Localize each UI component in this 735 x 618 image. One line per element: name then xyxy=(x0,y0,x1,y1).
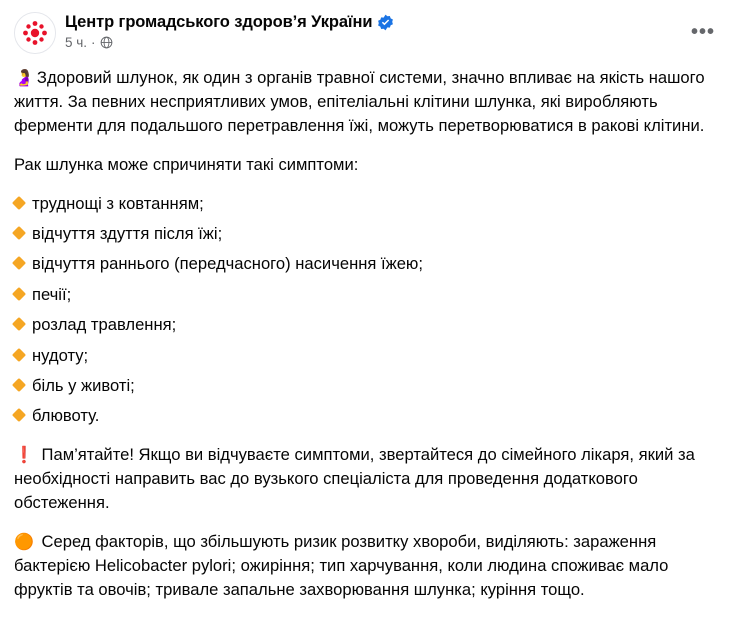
diamond-bullet-icon xyxy=(14,408,24,423)
paragraph-warning-text: Пам’ятайте! Якщо ви відчуваєте симптоми, звертайтеся до сімейного лікаря, який за необхідності направить вас до вузького спеціаліста для проведення додаткового обстеження. xyxy=(14,445,695,513)
author-row xyxy=(65,13,394,31)
pregnant-emoji-icon: 🤰 xyxy=(14,70,34,87)
list-item-label: нудоту; xyxy=(32,345,89,365)
list-item-label: відчуття раннього (передчасного) насичення їжею; xyxy=(32,254,423,274)
symptoms-list xyxy=(14,192,721,429)
page-name[interactable]: Центр громадського здоров’я України xyxy=(65,13,373,31)
orange-circle-emoji-icon: 🟠 xyxy=(14,534,34,552)
list-item-label: печії; xyxy=(32,284,72,304)
diamond-bullet-icon xyxy=(14,378,24,393)
list-item-label: відчуття здуття після їжі; xyxy=(32,224,223,244)
diamond-bullet-icon xyxy=(14,348,24,363)
list-item xyxy=(14,192,721,216)
paragraph-intro xyxy=(14,66,721,138)
diamond-bullet-icon xyxy=(14,256,24,271)
avatar[interactable] xyxy=(14,12,56,54)
post-header-text xyxy=(65,12,394,50)
list-item xyxy=(14,252,721,276)
diamond-bullet-icon xyxy=(14,226,24,241)
exclamation-emoji-icon: ❗ xyxy=(14,447,34,465)
post-header xyxy=(14,10,721,60)
post-meta xyxy=(65,35,394,50)
diamond-bullet-icon xyxy=(14,317,24,332)
diamond-bullet-icon xyxy=(14,287,24,302)
list-item-label: труднощі з ковтанням; xyxy=(32,193,204,213)
paragraph-warning xyxy=(14,443,721,515)
list-item-label: розлад травлення; xyxy=(32,315,177,335)
paragraph-risk-factors xyxy=(14,530,721,602)
list-item xyxy=(14,374,721,398)
paragraph-symptoms-lead: Рак шлунка може спричиняти такі симптоми: xyxy=(14,154,359,174)
globe-icon[interactable] xyxy=(100,36,113,49)
list-item xyxy=(14,283,721,307)
post-content xyxy=(14,60,721,602)
paragraph-risk-factors-text: Серед факторів, що збільшують ризик розвитку хвороби, виділяють: зараження бактерією Helicobacter pylori; ожиріння; тип харчування, коли людина споживає мало фруктів та овочів; тривале запальне захворювання шлунка; куріння тощо. xyxy=(14,532,669,600)
list-item xyxy=(14,313,721,337)
meta-separator: · xyxy=(91,35,96,51)
list-item-label: біль у животі; xyxy=(32,376,135,396)
list-item xyxy=(14,344,721,368)
post-more-options-button[interactable]: ••• xyxy=(690,21,715,43)
list-item-label: блювоту. xyxy=(32,406,100,426)
post-timestamp[interactable]: 5 ч. xyxy=(65,35,88,51)
verified-badge-icon xyxy=(377,14,394,31)
paragraph-intro-text: Здоровий шлунок, як один з органів травної системи, значно впливає на якість нашого життя. За певних несприятливих умов, епітеліальні клітини шлунка, які виробляють ферменти для подальшого перетравлення їжі, можуть перетворюватися в ракові клітини. xyxy=(14,68,705,135)
list-item xyxy=(14,222,721,246)
diamond-bullet-icon xyxy=(14,196,24,211)
list-item xyxy=(14,404,721,428)
